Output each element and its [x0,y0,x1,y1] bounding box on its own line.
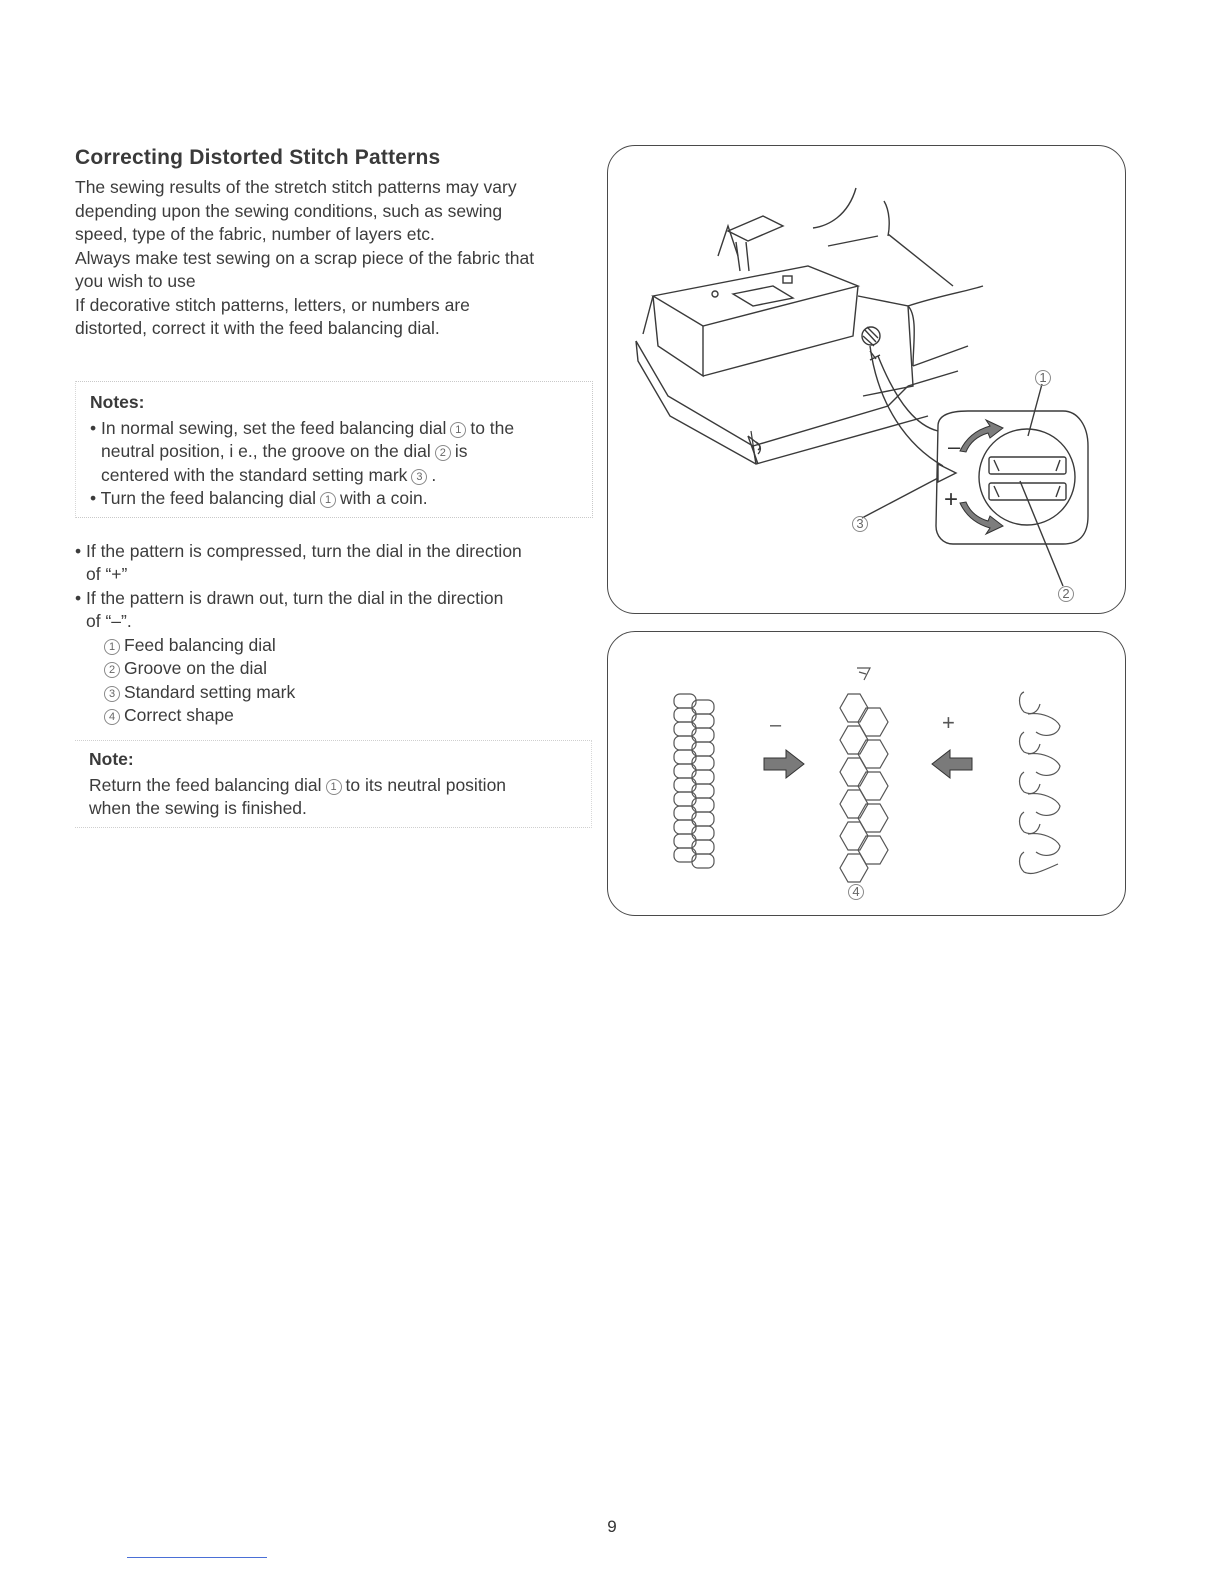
minus-direction-label: – [770,714,782,736]
callout-marker: 3 [411,469,427,485]
intro-line: depending upon the sewing conditions, such as sewing [75,200,503,221]
callout-marker: 2 [104,662,120,678]
callout-marker: 2 [435,445,451,461]
notes-heading: Notes: [90,391,145,412]
note-line [89,774,577,798]
legend-item [100,634,595,658]
figure-stitch-shapes [607,631,1126,916]
intro-paragraph [75,176,595,341]
notes-text: • Turn the feed balancing dial [90,488,317,508]
notes-line [90,487,578,511]
intro-line: If decorative stitch patterns, letters, or numbers are [75,294,470,315]
intro-line: distorted, correct it with the feed balancing dial. [75,318,440,338]
intro-line: speed, type of the fabric, number of layers etc. [75,224,435,244]
legend-item [100,704,595,728]
callout-1: 1 [1035,370,1051,386]
notes-text: • In normal sewing, set the feed balancing dial [90,417,447,438]
notes-text: neutral position, i e., the groove on the dial [101,441,431,461]
bullet-compressed-cont: of “+” [86,564,128,584]
note-box [75,740,592,828]
intro-line: The sewing results of the stretch stitch patterns may vary [75,177,517,197]
callout-marker: 1 [326,779,342,795]
notes-text: is [454,441,468,461]
footer-rule [127,1557,267,1558]
note-heading: Note: [89,748,134,769]
legend-item [100,657,595,681]
notes-text: with a coin. [340,488,428,508]
figure-machine-dial [607,145,1126,614]
notes-text: centered with the standard setting mark [101,464,408,485]
bullet-compressed: • If the pattern is compressed, turn the dial in the direction [75,540,522,561]
note-text: Return the feed balancing dial [89,774,322,795]
minus-mark: – [948,434,961,459]
notes-text: . [431,464,437,485]
callout-marker: 3 [104,686,120,702]
intro-line: you wish to use [75,271,196,291]
direction-bullets [75,540,595,634]
plus-mark: + [944,486,959,513]
note-line: when the sewing is finished. [89,798,307,818]
legend-text: Correct shape [124,705,234,725]
bullet-drawn-out-cont: of “–”. [86,611,132,631]
notes-box [75,381,593,518]
legend-item [100,681,595,705]
notes-line [90,417,578,441]
note-text: to its neutral position [345,774,507,795]
notes-line [90,464,578,488]
bullet-drawn-out: • If the pattern is drawn out, turn the dial in the direction [75,587,504,608]
notes-text: to the [470,417,515,438]
legend-text: Standard setting mark [124,681,296,702]
notes-line [90,440,578,464]
section-title: Correcting Distorted Stitch Patterns [75,146,441,169]
callout-marker: 1 [450,422,466,438]
legend-list [75,634,595,728]
page-number: 9 [607,1517,617,1536]
stitch-shapes-illustration [608,632,1125,915]
intro-line: Always make test sewing on a scrap piece of the fabric that [75,247,535,268]
callout-marker: 4 [104,709,120,725]
callout-4: 4 [848,884,864,900]
callout-marker: 1 [320,492,336,508]
legend-text: Feed balancing dial [124,634,276,655]
legend-text: Groove on the dial [124,658,268,678]
callout-2: 2 [1058,586,1074,602]
text-column [75,146,595,828]
callout-3: 3 [852,516,868,532]
callout-marker: 1 [104,639,120,655]
plus-direction-label: + [942,710,955,735]
